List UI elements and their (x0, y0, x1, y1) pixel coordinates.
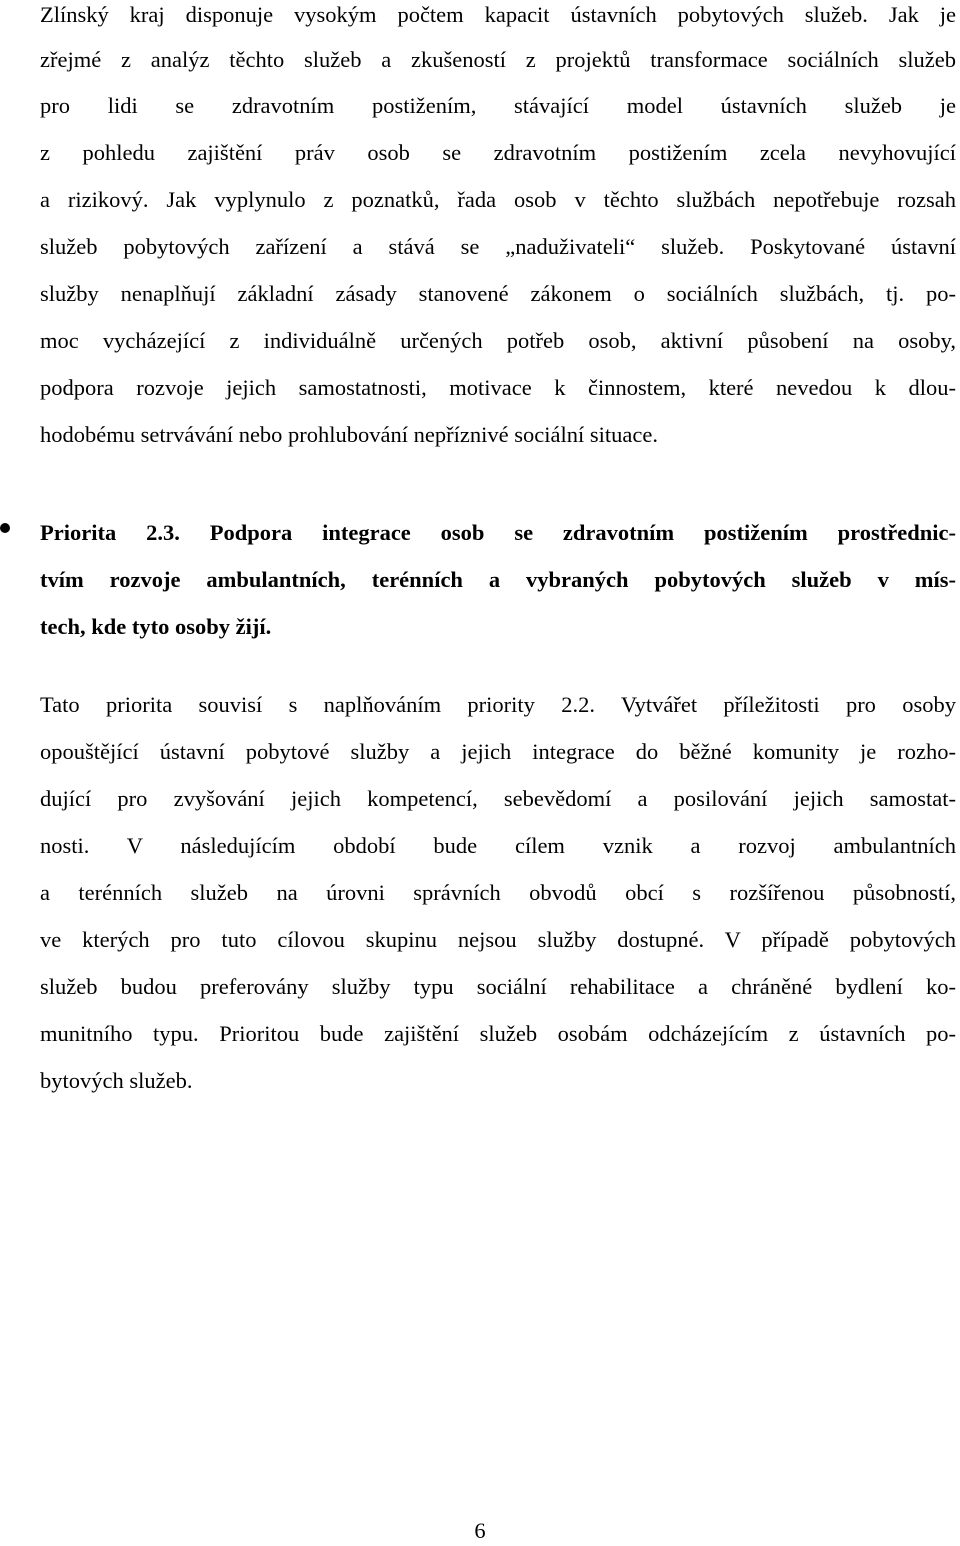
text-line: Zlínský kraj disponuje vysokým počtem kapacit ústavních pobytových služeb. Jak je (40, 2, 956, 27)
text-line: z pohledu zajištění práv osob se zdravotním postižením zcela nevyhovující (40, 140, 956, 165)
heading-line: Priorita 2.3. Podpora integrace osob se zdravotním postižením prostřednic- (40, 520, 956, 545)
text-line: a rizikový. Jak vyplynulo z poznatků, řada osob v těchto službách nepotřebuje rozsah (40, 187, 956, 212)
text-line: dující pro zvyšování jejich kompetencí, sebevědomí a posilování jejich samostat- (40, 786, 956, 811)
text-line: podpora rozvoje jejich samostatnosti, motivace k činnostem, které nevedou k dlou- (40, 375, 956, 400)
text-line: služeb budou preferovány služby typu sociální rehabilitace a chráněné bydlení ko- (40, 974, 956, 999)
text-line: zřejmé z analýz těchto služeb a zkušeností z projektů transformace sociálních služeb (40, 47, 956, 72)
text-line: a terénních služeb na úrovni správních obvodů obcí s rozšířenou působností, (40, 880, 956, 905)
text-line: služeb pobytových zařízení a stává se „naduživateli“ služeb. Poskytované ústavní (40, 234, 956, 259)
text-line: pro lidi se zdravotním postižením, stávající model ústavních služeb je (40, 93, 956, 118)
text-line: nosti. V následujícím období bude cílem vznik a rozvoj ambulantních (40, 833, 956, 858)
text-line: bytových služeb. (40, 1068, 193, 1093)
text-line: služby nenaplňují základní zásady stanovené zákonem o sociálních službách, tj. po- (40, 281, 956, 306)
text-line: Tato priorita souvisí s naplňováním priority 2.2. Vytvářet příležitosti pro osoby (40, 692, 956, 717)
text-line: ve kterých pro tuto cílovou skupinu nejsou služby dostupné. V případě pobytových (40, 927, 956, 952)
text-line: hodobému setrvávání nebo prohlubování nepříznivé sociální situace. (40, 422, 658, 447)
heading-line: tvím rozvoje ambulantních, terénních a vybraných pobytových služeb v mís- (40, 567, 956, 592)
text-line: munitního typu. Prioritou bude zajištění služeb osobám odcházejícím z ústavních po- (40, 1021, 956, 1046)
text-line: moc vycházející z individuálně určených potřeb osob, aktivní působení na osoby, (40, 328, 956, 353)
page-number: 6 (474, 1518, 486, 1543)
text-line: opouštějící ústavní pobytové služby a jejich integrace do běžné komunity je rozho- (40, 739, 956, 764)
bullet-icon (0, 523, 10, 533)
heading-line: tech, kde tyto osoby žijí. (40, 614, 272, 639)
